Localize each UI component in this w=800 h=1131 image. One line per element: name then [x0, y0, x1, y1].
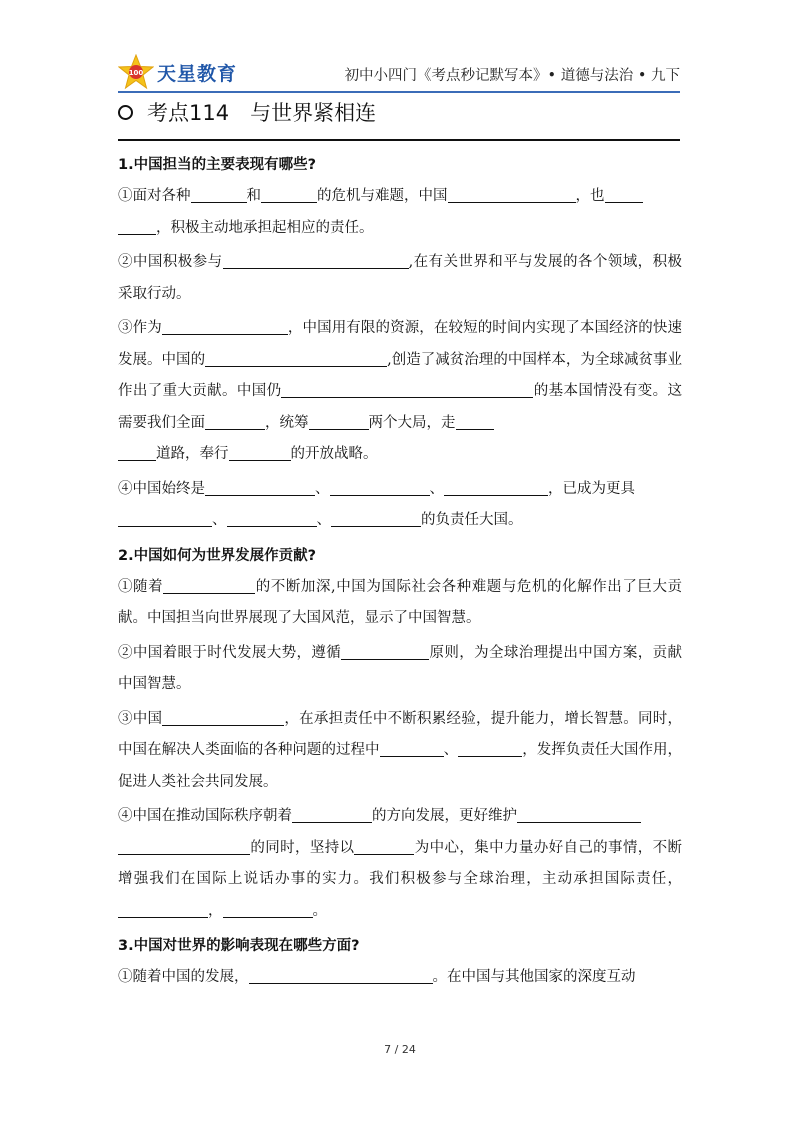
fill-blank[interactable]	[162, 709, 284, 726]
fill-blank[interactable]	[605, 186, 643, 203]
q1-item-1: ①面对各种 和 的危机与难题，中国 ，也 ，积极主动地承担起相应的责任。	[118, 181, 682, 244]
fill-blank[interactable]	[223, 252, 409, 269]
logo-text: 天星教育	[157, 62, 238, 85]
fill-blank[interactable]	[118, 218, 156, 235]
star-logo-icon	[118, 54, 154, 90]
fill-blank[interactable]	[330, 479, 430, 496]
worksheet-content	[118, 146, 682, 997]
fill-blank[interactable]	[341, 643, 429, 660]
q2-item-3: ③中国 ，在承担责任中不断积累经验，提升能力，增长智慧。同时，中国在解决人类面临的各种问题的过程中 、 ，发挥负责任大国作用，促进人类社会共同发展。	[118, 710, 683, 790]
q2-item-1: ①随着 的不断加深,中国为国际社会各种难题与危机的化解作出了巨大贡献。中国担当向世界展现了大国风范，显示了中国智慧。	[118, 578, 683, 626]
logo	[118, 54, 237, 90]
fill-blank[interactable]	[309, 413, 369, 430]
fill-blank[interactable]	[163, 577, 255, 594]
fill-blank[interactable]	[227, 510, 317, 527]
fill-blank[interactable]	[456, 413, 494, 430]
circle-bullet-icon	[118, 105, 133, 120]
q3-item-1: ①随着中国的发展， 。在中国与其他国家的深度互动	[118, 969, 636, 985]
question-3-title: 3.中国对世界的影响表现在哪些方面?	[118, 938, 360, 954]
header-divider	[118, 91, 680, 93]
fill-blank[interactable]	[380, 740, 444, 757]
fill-blank[interactable]	[118, 838, 250, 855]
topic-heading	[118, 97, 376, 127]
fill-blank[interactable]	[191, 186, 247, 203]
q1-item-4: ④中国始终是 、 、 ，已成为更具 、 、 的负责任大国。	[118, 480, 635, 528]
fill-blank[interactable]	[118, 510, 212, 527]
fill-blank[interactable]	[223, 901, 313, 918]
fill-blank[interactable]	[281, 381, 533, 398]
fill-blank[interactable]	[205, 350, 387, 367]
q1-item-3: ③作为 ，中国用有限的资源，在较短的时间内实现了本国经济的快速发展。中国的 ,创造了减贫治理的中国样本，为全球减贫事业作出了重大贡献。中国仍 的基本国情没有变。这需要我们全面 ，统筹 两个大局，走 道路，奉行 的开放战略。	[118, 320, 683, 462]
topic-divider	[118, 139, 680, 141]
q2-item-2: ②中国着眼于时代发展大势，遵循 原则，为全球治理提出中国方案，贡献中国智慧。	[118, 644, 682, 692]
fill-blank[interactable]	[261, 186, 317, 203]
page-number: 7 / 24	[384, 1043, 416, 1056]
topic-title: 考点114 与世界紧相连	[147, 101, 377, 125]
fill-blank[interactable]	[249, 967, 433, 984]
page-header	[118, 52, 680, 92]
fill-blank[interactable]	[292, 806, 372, 823]
q2-item-4: ④中国在推动国际秩序朝着 的方向发展，更好维护 的同时，坚持以 为中心，集中力量办好自己的事情，不断增强我们在国际上说话办事的实力。我们积极参与全球治理，主动承担国际责任，， 。	[118, 808, 683, 919]
fill-blank[interactable]	[444, 479, 548, 496]
fill-blank[interactable]	[448, 186, 576, 203]
fill-blank[interactable]	[229, 444, 291, 461]
fill-blank[interactable]	[517, 806, 641, 823]
question-2-title: 2.中国如何为世界发展作贡献?	[118, 547, 317, 564]
document-title: 初中小四门《考点秒记默写本》• 道德与法治 • 九下	[344, 68, 680, 84]
fill-blank[interactable]	[118, 901, 208, 918]
question-1-title: 1.中国担当的主要表现有哪些?	[118, 157, 317, 173]
fill-blank[interactable]	[205, 479, 315, 496]
fill-blank[interactable]	[162, 318, 288, 335]
q1-item-2: ②中国积极参与 ,在有关世界和平与发展的各个领域，积极采取行动。	[118, 254, 683, 302]
fill-blank[interactable]	[205, 413, 265, 430]
fill-blank[interactable]	[118, 444, 156, 461]
fill-blank[interactable]	[458, 740, 522, 757]
fill-blank[interactable]	[354, 838, 414, 855]
fill-blank[interactable]	[331, 510, 421, 527]
logo-badge-text: 100	[128, 69, 144, 77]
